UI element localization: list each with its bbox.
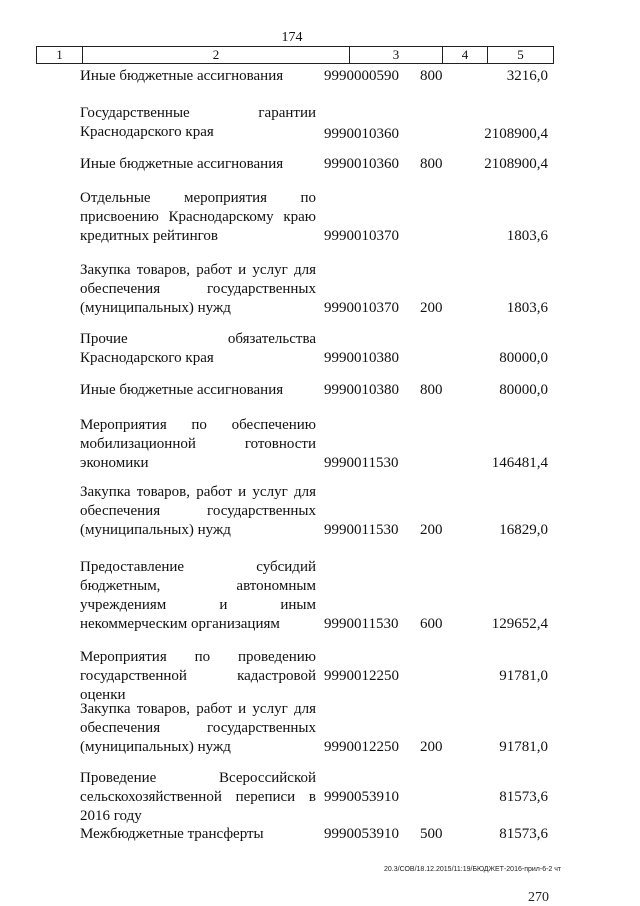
row-amount: 80000,0 bbox=[499, 382, 548, 398]
row-description: Проведение Всероссийской сельскохозяйственной переписи в 2016 году bbox=[80, 770, 316, 824]
row-amount: 81573,6 bbox=[499, 789, 548, 805]
row-description: Мероприятия по обеспечению мобилизационной готовности экономики bbox=[80, 417, 316, 471]
row-expense-type: 500 bbox=[420, 826, 443, 842]
row-description: Закупка товаров, работ и услуг для обеспечения государственных (муниципальных) нужд bbox=[80, 262, 316, 316]
table-row bbox=[80, 152, 560, 174]
row-amount: 2108900,4 bbox=[484, 126, 548, 142]
column-header-4: 4 bbox=[443, 47, 488, 63]
table-row bbox=[80, 484, 560, 540]
row-amount: 16829,0 bbox=[499, 522, 548, 538]
column-header-5: 5 bbox=[517, 47, 524, 62]
table-row bbox=[80, 190, 560, 246]
table-row bbox=[80, 822, 560, 844]
column-header-2: 2 bbox=[83, 47, 350, 63]
row-expense-type: 800 bbox=[420, 68, 443, 84]
row-amount: 129652,4 bbox=[491, 616, 548, 632]
table-row bbox=[80, 701, 560, 757]
row-amount: 91781,0 bbox=[499, 739, 548, 755]
row-amount: 80000,0 bbox=[499, 350, 548, 366]
row-expense-type: 200 bbox=[420, 300, 443, 316]
row-description: Предоставление субсидий бюджетным, автономным учреждениям и иным некоммерческим организациям bbox=[80, 559, 316, 632]
table-row bbox=[80, 102, 560, 144]
footer-page-number: 270 bbox=[528, 890, 549, 905]
table-row bbox=[80, 330, 560, 368]
row-description: Межбюджетные трансферты bbox=[80, 826, 264, 842]
column-header-row bbox=[36, 46, 554, 64]
row-target-code: 9990012250 bbox=[324, 668, 399, 684]
row-target-code: 9990010370 bbox=[324, 300, 399, 316]
row-description: Закупка товаров, работ и услуг для обеспечения государственных (муниципальных) нужд bbox=[80, 701, 316, 755]
row-target-code: 9990011530 bbox=[324, 616, 399, 632]
page-number: 174 bbox=[281, 30, 303, 45]
row-target-code: 9990010380 bbox=[324, 382, 399, 398]
column-header-3: 3 bbox=[350, 47, 443, 63]
document-footer-reference: 20.3/СОВ/18.12.2015/11:19/БЮДЖЕТ-2016-прил-6-2 чт bbox=[384, 866, 562, 873]
row-target-code: 9990000590 bbox=[324, 68, 399, 84]
table-row bbox=[80, 262, 560, 318]
row-description: Иные бюджетные ассигнования bbox=[80, 382, 284, 398]
row-description: Прочие обязательства Краснодарского края bbox=[80, 331, 316, 366]
row-target-code: 9990010370 bbox=[324, 228, 399, 244]
row-amount: 81573,6 bbox=[499, 826, 548, 842]
row-amount: 146481,4 bbox=[491, 455, 548, 471]
row-expense-type: 200 bbox=[420, 739, 443, 755]
row-description: Мероприятия по проведению государственной кадастровой оценки bbox=[80, 649, 316, 703]
row-amount: 1803,6 bbox=[506, 300, 548, 316]
row-target-code: 9990012250 bbox=[324, 739, 399, 755]
table-row bbox=[80, 769, 560, 824]
row-target-code: 9990011530 bbox=[324, 455, 399, 471]
row-description: Иные бюджетные ассигнования bbox=[80, 68, 284, 84]
row-expense-type: 800 bbox=[420, 382, 443, 398]
row-description: Иные бюджетные ассигнования bbox=[80, 156, 284, 172]
row-target-code: 9990010360 bbox=[324, 156, 399, 172]
column-header-1: 1 bbox=[37, 47, 83, 63]
table-row bbox=[80, 64, 560, 86]
row-target-code: 9990053910 bbox=[324, 789, 399, 805]
row-amount: 2108900,4 bbox=[484, 156, 548, 172]
row-expense-type: 800 bbox=[420, 156, 443, 172]
row-description: Государственные гарантии Краснодарского края bbox=[80, 105, 316, 140]
row-target-code: 9990053910 bbox=[324, 826, 399, 842]
row-target-code: 9990010380 bbox=[324, 350, 399, 366]
row-description: Отдельные мероприятия по присвоению Краснодарскому краю кредитных рейтингов bbox=[80, 190, 316, 244]
row-amount: 3216,0 bbox=[506, 68, 548, 84]
row-amount: 1803,6 bbox=[506, 228, 548, 244]
row-target-code: 9990010360 bbox=[324, 126, 399, 142]
row-expense-type: 600 bbox=[420, 616, 443, 632]
row-target-code: 9990011530 bbox=[324, 522, 399, 538]
table-row bbox=[80, 417, 560, 473]
table-row bbox=[80, 648, 560, 703]
row-expense-type: 200 bbox=[420, 522, 443, 538]
row-description: Закупка товаров, работ и услуг для обеспечения государственных (муниципальных) нужд bbox=[80, 484, 316, 538]
row-amount: 91781,0 bbox=[499, 668, 548, 684]
table-row bbox=[80, 558, 560, 634]
table-row bbox=[80, 378, 560, 400]
